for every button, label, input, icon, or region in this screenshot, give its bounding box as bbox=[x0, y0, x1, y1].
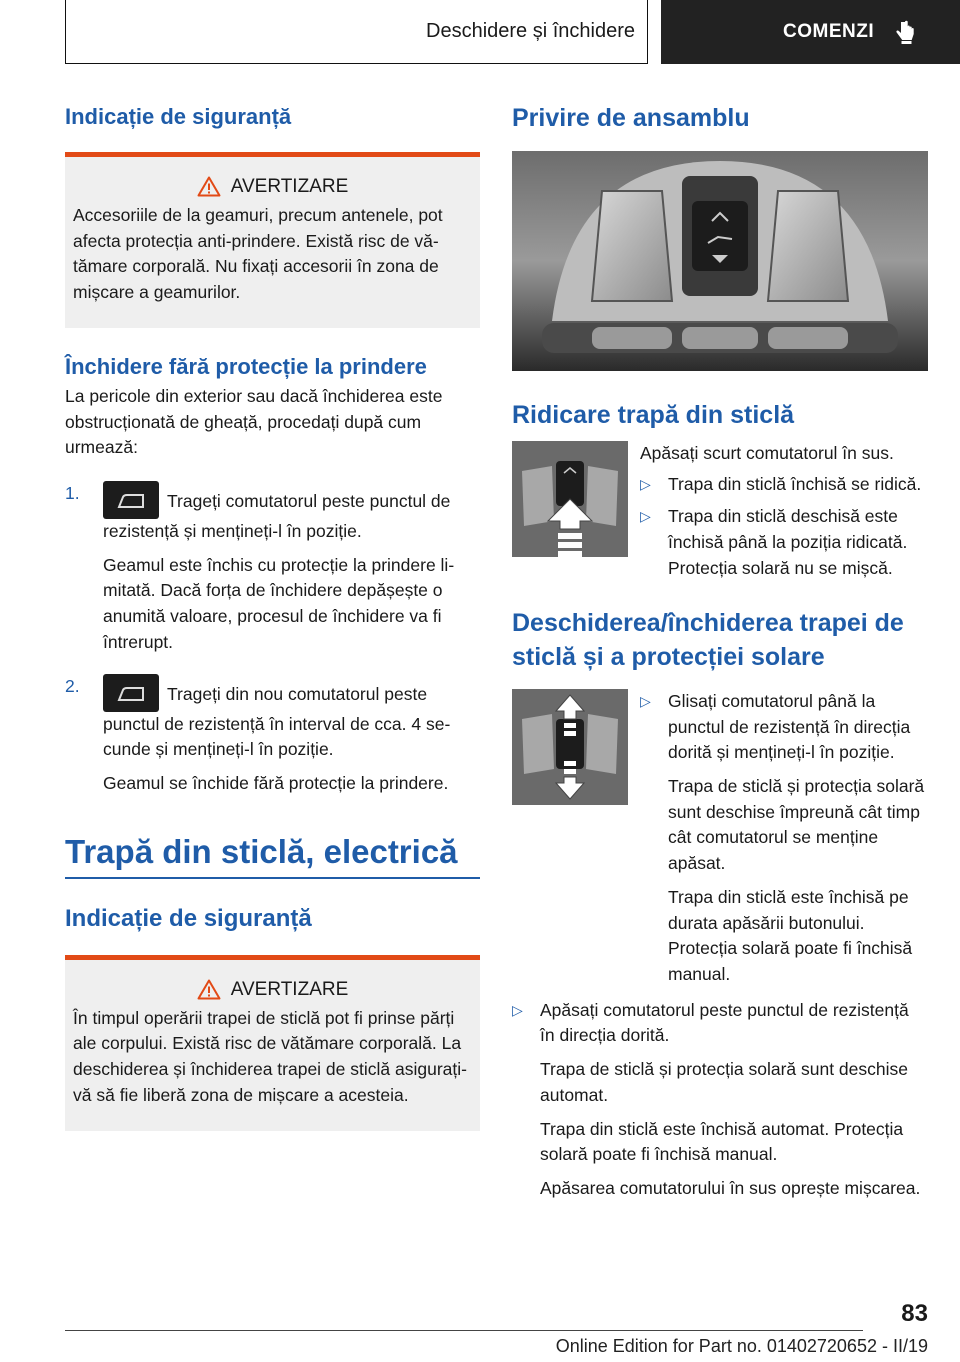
step-number-2: 2. bbox=[65, 675, 80, 696]
step-note-2: Geamul se închide fără protecție la prindere. bbox=[103, 772, 449, 793]
section-title: Deschidere și închidere bbox=[426, 20, 635, 42]
raise-bullet-1: ▷ Trapa din sticlă închisă se ridică. bbox=[640, 472, 928, 498]
warning-box-1 bbox=[65, 152, 480, 328]
warning-label-2: AVERTIZARE bbox=[230, 978, 349, 1000]
right-column bbox=[512, 90, 928, 1202]
step-number-1: 1. bbox=[65, 482, 80, 503]
warning-text-1: Accesoriile de la geamuri, precum antenele, pot afecta protecția anti-prindere. Există risc de vătămare corporală. Nu fixați accesorii în zona de mișcare a geamurilor. bbox=[73, 204, 443, 303]
left-column bbox=[65, 90, 480, 1131]
open-close-section bbox=[512, 689, 928, 988]
open-close-note-2: Trapa din sticlă este închisă pe durata apăsării butonului. Protecția solară poate fi închisă manual. bbox=[668, 886, 913, 985]
raise-intro: Apăsați scurt comutatorul în sus. bbox=[640, 442, 894, 463]
raise-bullet-2: ▷ Trapa din sticlă deschisă este închisă până la poziția ridicată. Protecția solară nu se mișcă. bbox=[640, 504, 928, 581]
step-2 bbox=[65, 674, 480, 797]
window-switch-icon bbox=[103, 481, 159, 519]
open-close-bullet-1 bbox=[640, 689, 928, 988]
step-text-1: Trageți comutatorul peste punctul de rezistență și mențineți-l în poziție. bbox=[103, 490, 451, 541]
raise-section bbox=[512, 441, 928, 582]
warning-title-2 bbox=[73, 976, 472, 1004]
open-close-note-4: Trapa din sticlă este închisă automat. Protecția solară poate fi închisă manual. bbox=[540, 1118, 904, 1165]
warning-text-2: În timpul operării trapei de sticlă pot fi prinse părți ale corpului. Există risc de vătămare corporală. La deschiderea și închiderea trapei de sticlă asigurați-vă să fie liberă zona de mișcare a acesteia. bbox=[73, 1007, 467, 1105]
bullet-triangle-icon: ▷ bbox=[512, 1001, 523, 1018]
bullet-triangle-icon: ▷ bbox=[640, 508, 651, 525]
step-1 bbox=[65, 481, 480, 656]
header-chapter-tab[interactable] bbox=[661, 0, 960, 64]
open-close-bullet-2-text: Apăsați comutatorul peste punctul de rezistență în direcția dorită. bbox=[540, 999, 909, 1046]
step-text-2: Trageți din nou comutatorul peste punctul de rezistență în interval de cca. 4 secunde și mențineți-l în poziție. bbox=[103, 683, 451, 760]
page-number: 83 bbox=[901, 1300, 928, 1327]
safety-heading-2: Indicație de siguranță bbox=[65, 904, 312, 932]
open-close-note-5: Apăsarea comutatorului în sus oprește mișcarea. bbox=[540, 1178, 921, 1199]
overview-heading: Privire de ansamblu bbox=[512, 104, 750, 132]
open-close-heading: Deschiderea/închiderea trapei de sticlă și a protecției solare bbox=[512, 609, 904, 672]
footer-divider bbox=[65, 1330, 863, 1331]
window-switch-icon bbox=[103, 674, 159, 712]
warning-label-1: AVERTIZARE bbox=[230, 176, 349, 197]
warning-title-1 bbox=[73, 173, 472, 201]
open-close-note-1: Trapa de sticlă și protecția solară sunt deschise împreună cât timp cât comutatorul se menține apăsat. bbox=[668, 776, 925, 874]
open-close-note-3: Trapa de sticlă și protecția solară sunt deschise automat. bbox=[540, 1059, 909, 1105]
closing-intro: La pericole din exterior sau dacă închiderea este obstrucționată de gheață, procedați după cum urmează: bbox=[65, 385, 443, 458]
bullet-triangle-icon: ▷ bbox=[640, 692, 651, 709]
closing-heading: Închidere fără protecție la prindere bbox=[65, 353, 427, 379]
raise-heading: Ridicare trapă din sticlă bbox=[512, 401, 795, 429]
sunroof-chapter-title: Trapă din sticlă, electrică bbox=[65, 833, 480, 879]
hand-pointer-icon bbox=[892, 19, 918, 45]
overview-photo bbox=[512, 151, 928, 371]
chapter-title: COMENZI bbox=[783, 21, 875, 42]
open-close-switch-photo bbox=[512, 689, 628, 805]
header-section-title bbox=[65, 0, 648, 64]
step-note-1: Geamul este închis cu protecție la prindere limitată. Dacă forța de închidere depășește o anumită valoare, procesul de închidere va fi întrerupt. bbox=[103, 554, 455, 652]
edition-footer: Online Edition for Part no. 01402720652 - II/19 bbox=[555, 1336, 928, 1356]
warning-box-2 bbox=[65, 955, 480, 1131]
safety-heading-1: Indicație de siguranță bbox=[65, 104, 292, 129]
warning-triangle-icon bbox=[197, 176, 221, 197]
raise-switch-photo bbox=[512, 441, 628, 557]
open-close-bullet-2 bbox=[512, 998, 928, 1202]
bullet-triangle-icon: ▷ bbox=[640, 476, 651, 493]
open-close-bullet-1-text: Glisați comutatorul până la punctul de rezistență în direcția dorită și mențineți-l în poziție. bbox=[668, 690, 911, 763]
warning-triangle-icon bbox=[197, 979, 221, 1000]
